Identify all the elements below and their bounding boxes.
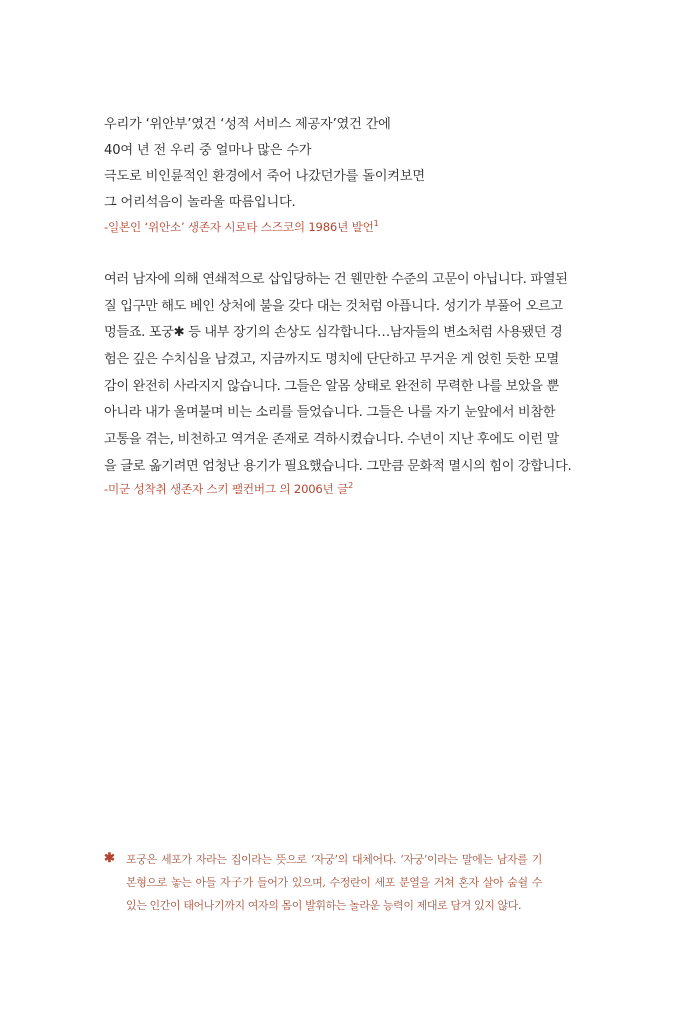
quote-line: 험은 깊은 수치심을 남겼고, 지금까지도 명치에 단단하고 무거운 게 얹힌 듯한 모멸 <box>104 352 559 368</box>
footnote-reference: 2 <box>348 480 353 490</box>
footnote-line: 포궁은 세포가 자라는 집이라는 뜻으로 ‘자궁’의 대체어다. ‘자궁’이라는 말에는 남자를 기 <box>126 853 542 866</box>
quote-line: 아니라 내가 울며불며 비는 소리를 들었습니다. 그들은 나를 자기 눈앞에서 비참한 <box>104 405 556 421</box>
footnote <box>104 848 542 917</box>
quote-line: 우리가 ‘위안부’였건 ‘성적 서비스 제공자’였건 간에 <box>104 117 391 132</box>
quote-line: 감이 완전히 사라지지 않습니다. 그들은 알몸 상태로 완전히 무력한 나를 보았을 뿐 <box>104 378 559 394</box>
quote-line: 극도로 비인륜적인 환경에서 죽어 나갔던가를 돌이켜보면 <box>104 169 425 184</box>
quote-line: 그 어리석음이 놀라울 따름입니다. <box>104 195 296 210</box>
footnote-line: 있는 인간이 태어나기까지 여자의 몸이 발휘하는 놀라운 능력이 제대로 담겨 있지 않다. <box>126 899 522 912</box>
quote-line: 멍들죠. 포궁✱ 등 내부 장기의 손상도 심각합니다…남자들의 변소처럼 사용됐던 경 <box>104 325 563 341</box>
quote-source-text: -일본인 ‘위안소’ 생존자 시로타 스즈코의 1986년 발언 <box>104 220 374 234</box>
footnote-line: 본형으로 놓는 아들 자子가 들어가 있으며, 수정란이 세포 분열을 거쳐 혼자 살아 숨쉴 수 <box>126 876 542 889</box>
quote-line: 여러 남자에 의해 연쇄적으로 삽입당하는 건 웬만한 수준의 고문이 아닙니다. 파열된 <box>104 272 568 287</box>
quote-line: 40여 년 전 우리 중 얼마나 많은 수가 <box>104 143 312 158</box>
epigraph-quote-2 <box>104 267 572 499</box>
epigraph-quote-1 <box>104 112 574 237</box>
footnote-asterisk-icon: ✱ <box>104 851 115 866</box>
footnote-reference: 1 <box>373 219 379 228</box>
quote-line: 질 입구만 해도 베인 상처에 불을 갖다 대는 것처럼 아픕니다. 성기가 부풀어 오르고 <box>104 298 563 314</box>
quote-source <box>104 479 542 499</box>
quote-line: 고통을 겪는, 비천하고 역겨운 존재로 격하시켰습니다. 수년이 지난 후에도 이런 말 <box>104 432 559 448</box>
quote-source <box>104 217 574 237</box>
quote-line: 을 글로 옮기려면 엄청난 용기가 필요했습니다. 그만큼 문화적 멸시의 힘이 강합니다. <box>104 458 572 474</box>
quote-source-text: -미군 성착취 생존자 스키 팰컨버그 의 2006년 글 <box>104 481 349 496</box>
